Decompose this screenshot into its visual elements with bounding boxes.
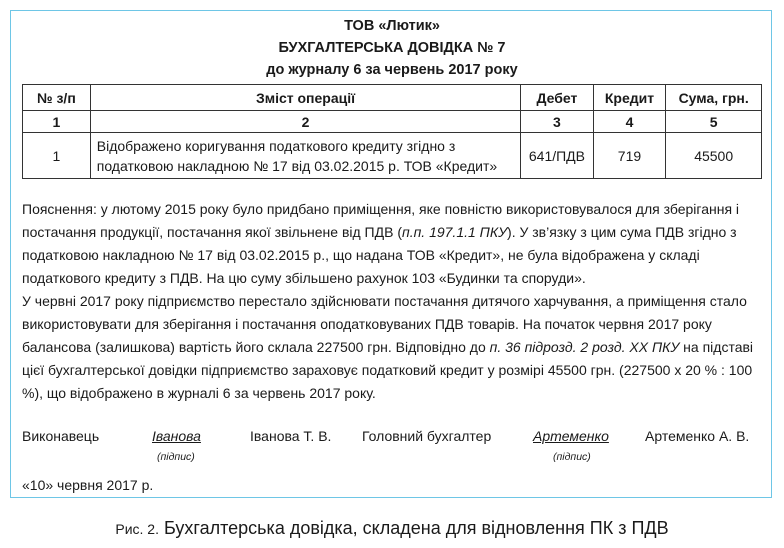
chief-accountant-label: Головний бухгалтер [362,428,492,444]
document-title: БУХГАЛТЕРСЬКА ДОВІДКА № 7 [278,40,506,56]
company-name: ТОВ «Лютик» [344,18,440,34]
table-header-row [23,85,762,111]
row-credit: 719 [593,133,666,179]
law-reference: п.п. 197.1.1 ПКУ [402,224,508,240]
document-date: «10» червня 2017 р. [22,477,154,493]
caption-prefix: Рис. 2. [115,521,159,537]
chief-accountant-name: Артеменко А. В. [645,428,750,444]
chief-accountant-signature: Артеменко [533,428,609,444]
column-number: 1 [23,111,91,133]
executor-label: Виконавець [22,428,100,444]
caption-text: Бухгалтерська довідка, складена для відновлення ПК з ПДВ [164,518,669,538]
signature-hint: (підпис) [553,451,591,463]
column-number-row [23,111,762,133]
executor-signature: Іванова [152,428,201,444]
column-number: 3 [521,111,593,133]
executor-name: Іванова Т. В. [250,428,332,444]
document-subtitle: до журналу 6 за червень 2017 року [266,62,518,78]
column-number: 4 [593,111,666,133]
row-debit: 641/ПДВ [521,133,593,179]
header-number: № з/п [23,85,91,111]
header-sum: Сума, грн. [666,85,762,111]
row-number: 1 [23,133,91,179]
header-credit: Кредит [593,85,666,111]
signature-hint: (підпис) [157,451,195,463]
explanation-text [22,198,762,405]
table-row [23,133,762,179]
header-content: Зміст операції [90,85,521,111]
row-content: Відображено коригування податкового кредиту згідно з податковою накладною № 17 від 03.02.2015 р. ТОВ «Кредит» [90,133,521,179]
explanation-paragraph-1: Пояснення: у лютому 2015 року було придбано приміщення, яке повністю використовувалося для зберігання і постачання продукції, постачання якої звільнене від ПДВ (п.п. 197.1.1 ПКУ). У зв’язку з цим сума ПДВ згідно з податковою накладною № 17 від 03.02.2015 р., що надана ТОВ «Кредит», не була відображена у складі податкового кредиту з ПДВ. На цю суму збільшено рахунок 103 «Будинки та споруди». [22,201,740,286]
column-number: 5 [666,111,762,133]
header-debit: Дебет [521,85,593,111]
operations-table [22,84,762,179]
law-reference: п. 36 підрозд. 2 розд. ХХ ПКУ [489,339,680,355]
row-sum: 45500 [666,133,762,179]
figure-caption [0,518,784,539]
column-number: 2 [90,111,521,133]
explanation-paragraph-2: У червні 2017 року підприємство перестало здійснювати постачання дитячого харчування, а приміщення стало використовувати для зберігання і постачання оподатковуваних ПДВ товарів. На початок червня 2017 року балансова (залишкова) вартість його склала 227500 грн. Відповідно до п. 36 підрозд. 2 розд. ХХ ПКУ на підставі цієї бухгалтерської довідки підприємство зараховує податковий кредит у розмірі 45500 грн. (227500 х 20 % : 100 %), що відображено в журналі 6 за червень 2017 року. [22,293,754,401]
